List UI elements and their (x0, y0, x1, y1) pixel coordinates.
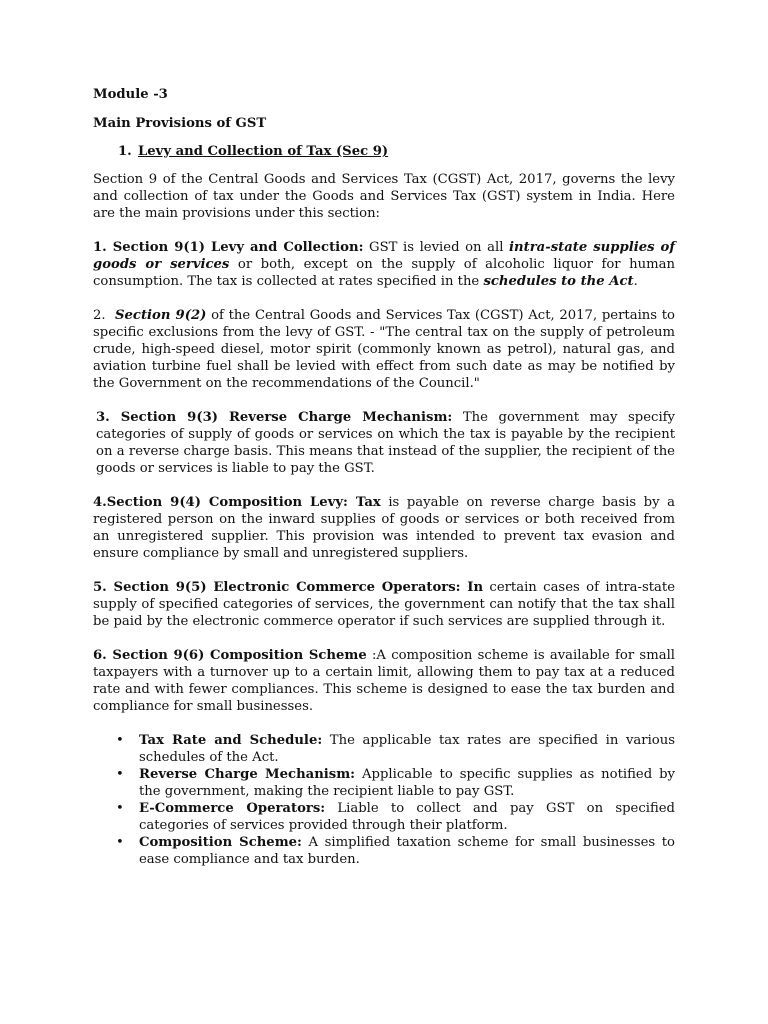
provision-9-5 (93, 579, 675, 630)
provision-9-3 (93, 409, 675, 477)
numbered-heading (118, 143, 675, 160)
bullet-icon: • (116, 835, 124, 850)
provision-9-3-lead: 3. Section 9(3) Reverse Charge Mechanism: (96, 410, 453, 425)
list-item (116, 766, 675, 800)
list-item (116, 732, 675, 766)
list-item-text: Applicable to specific supplies as notified by the government, making the recipient liable to pay GST. (139, 767, 675, 799)
list-item-lead: E-Commerce Operators: (139, 801, 326, 816)
list-item-lead: Tax Rate and Schedule: (139, 733, 323, 748)
provision-9-1-text-c: . (633, 274, 638, 289)
provision-9-2 (93, 307, 675, 392)
provision-9-1 (93, 239, 675, 290)
provision-9-5-lead: 5. Section 9(5) Electronic Commerce Operators: In (93, 580, 484, 595)
provision-9-3-text: The government may specify categories of supply of goods or services on which the tax is payable by the recipient on a reverse charge basis. This means that instead of the supplier, the recipient of the goods or services is liable to pay the GST. (96, 410, 675, 476)
bullet-icon: • (116, 801, 124, 816)
provision-9-6 (93, 647, 675, 715)
list-item-text: A simplified taxation scheme for small businesses to ease compliance and tax burden. (139, 835, 675, 867)
list-item-text: Liable to collect and pay GST on specified categories of services provided through their platform. (139, 801, 675, 833)
list-item (116, 834, 675, 868)
provision-9-6-text: :A composition scheme is available for small taxpayers with a turnover up to a certain limit, allowing them to pay tax at a reduced rate and with fewer compliances. This scheme is designed to ease the tax burden and compliance for small businesses. (93, 648, 675, 714)
intro-paragraph: Section 9 of the Central Goods and Services Tax (CGST) Act, 2017, governs the levy and collection of tax under the Goods and Services Tax (GST) system in India. Here are the main provisions under this section: (93, 172, 675, 221)
provision-9-2-text: of the Central Goods and Services Tax (CGST) Act, 2017, pertains to specific exclusions from the levy of GST. - "The central tax on the supply of petroleum crude, high-speed diesel, motor spirit (commonly known as petrol), natural gas, and aviation turbine fuel shall be levied with effect from such date as may be notified by the Government on the recommendations of the Council." (93, 308, 675, 391)
section-heading: Main Provisions of GST (93, 116, 267, 131)
provision-9-1-lead: 1. Section 9(1) Levy and Collection: (93, 240, 364, 255)
list-item-lead: Reverse Charge Mechanism: (139, 767, 356, 782)
provision-9-1-text-a: GST is levied on all (363, 240, 510, 255)
provision-9-4-lead: 4.Section 9(4) Composition Levy: Tax (93, 495, 381, 510)
list-item (116, 800, 675, 834)
list-item-lead: Composition Scheme: (139, 835, 302, 850)
numbered-heading-number: 1. (118, 144, 132, 159)
bullet-icon: • (116, 767, 124, 782)
provision-9-1-emphasis-a: intra-state supplies of goods or services (93, 240, 675, 272)
provision-9-5-text: certain cases of intra-state supply of specified categories of services, the government can notify that the tax shall be paid by the electronic commerce operator if such services are supplied through it. (93, 580, 676, 629)
list-item-text: The applicable tax rates are specified in various schedules of the Act. (139, 733, 675, 765)
summary-bullet-list (93, 732, 675, 868)
document-page (93, 86, 675, 868)
module-label: Module -3 (93, 87, 168, 102)
provision-9-6-lead: 6. Section 9(6) Composition Scheme (93, 648, 367, 663)
provision-9-2-number: 2. (93, 308, 116, 323)
provision-9-1-emphasis-b: schedules to the Act (483, 274, 634, 289)
provision-9-4-text: is payable on reverse charge basis by a registered person on the inward supplies of goods or services or both received from an unregistered supplier. This provision was intended to prevent tax evasion and ensure compliance by small and unregistered suppliers. (93, 495, 675, 561)
bullet-icon: • (116, 733, 124, 748)
numbered-heading-text: Levy and Collection of Tax (Sec 9) (138, 144, 389, 159)
provision-9-2-lead: Section 9(2) (115, 308, 207, 323)
provision-9-1-text-b: or both, except on the supply of alcoholic liquor for human consumption. The tax is collected at rates specified in the (93, 257, 675, 289)
provision-9-4 (93, 494, 675, 562)
